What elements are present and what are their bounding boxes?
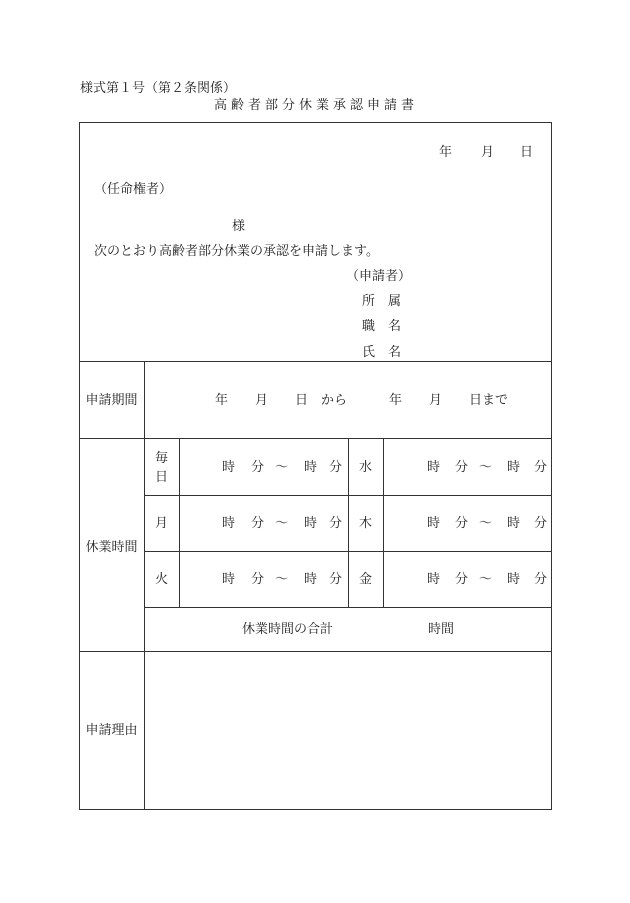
row1-r-hour2: 時 xyxy=(507,460,521,475)
period-from: から xyxy=(321,393,348,408)
day-thu: 木 xyxy=(359,516,373,531)
row3-l-hour2: 時 xyxy=(304,572,318,587)
row1-l-min2: 分 xyxy=(329,460,343,475)
form-title: 高齢者部分休業承認申請書 xyxy=(213,98,418,113)
row2-l-hour2: 時 xyxy=(304,516,318,531)
row3-r-hour2: 時 xyxy=(507,572,521,587)
period-day-1: 日 xyxy=(295,393,309,408)
divider-total xyxy=(79,651,552,652)
day-right-divider-a xyxy=(348,438,349,607)
divider-row3 xyxy=(144,607,552,608)
row3-r-min2: 分 xyxy=(534,572,548,587)
day-every-a: 毎 xyxy=(155,451,169,466)
applicant-label: （申請者） xyxy=(346,269,412,284)
divider-period xyxy=(79,438,552,439)
total-unit: 時間 xyxy=(428,622,455,637)
row1-r-tilde: ～ xyxy=(479,460,493,475)
row3-r-tilde: ～ xyxy=(479,572,493,587)
row2-r-hour2: 時 xyxy=(507,516,521,531)
name-label-b: 名 xyxy=(388,345,402,360)
row1-l-tilde: ～ xyxy=(275,460,289,475)
row2-r-hour: 時 xyxy=(427,516,441,531)
row3-l-min: 分 xyxy=(251,572,265,587)
total-label: 休業時間の合計 xyxy=(242,622,334,637)
date-day: 日 xyxy=(520,145,534,160)
dept-label-b: 属 xyxy=(388,294,402,309)
label-column-divider xyxy=(144,361,145,810)
position-label-b: 名 xyxy=(388,319,402,334)
period-year-2: 年 xyxy=(389,393,403,408)
period-month-2: 月 xyxy=(429,393,443,408)
row2-r-min: 分 xyxy=(455,516,469,531)
period-until: 日まで xyxy=(469,393,509,408)
row1-r-hour: 時 xyxy=(427,460,441,475)
day-tue: 火 xyxy=(155,572,169,587)
row2-r-tilde: ～ xyxy=(479,516,493,531)
day-right-divider-b xyxy=(383,438,384,607)
row3-l-min2: 分 xyxy=(329,572,343,587)
day-left-divider xyxy=(179,438,180,607)
row1-l-hour2: 時 xyxy=(304,460,318,475)
day-wed: 水 xyxy=(359,460,373,475)
row1-l-min: 分 xyxy=(251,460,265,475)
divider-top-section xyxy=(79,361,552,362)
row2-l-min: 分 xyxy=(251,516,265,531)
row2-l-min2: 分 xyxy=(329,516,343,531)
row3-l-hour: 時 xyxy=(222,572,236,587)
row2-r-min2: 分 xyxy=(534,516,548,531)
period-year-1: 年 xyxy=(215,393,229,408)
period-month-1: 月 xyxy=(255,393,269,408)
form-number: 様式第１号（第２条関係） xyxy=(80,81,237,96)
row3-r-hour: 時 xyxy=(427,572,441,587)
row3-l-tilde: ～ xyxy=(275,572,289,587)
statement: 次のとおり高齢者部分休業の承認を申請します。 xyxy=(94,244,379,259)
row1-r-min: 分 xyxy=(455,460,469,475)
day-fri: 金 xyxy=(359,572,373,587)
period-label: 申請期間 xyxy=(85,393,138,408)
row3-r-min: 分 xyxy=(455,572,469,587)
row1-l-hour: 時 xyxy=(222,460,236,475)
name-label-a: 氏 xyxy=(362,345,376,360)
reason-label: 申請理由 xyxy=(85,723,138,738)
authority-label: （任命権者） xyxy=(94,182,173,197)
day-every-b: 日 xyxy=(155,470,169,485)
row2-l-hour: 時 xyxy=(222,516,236,531)
dept-label-a: 所 xyxy=(362,294,376,309)
day-mon: 月 xyxy=(155,516,169,531)
date-year: 年 xyxy=(439,145,453,160)
leave-label: 休業時間 xyxy=(85,540,138,555)
row1-r-min2: 分 xyxy=(534,460,548,475)
row2-l-tilde: ～ xyxy=(275,516,289,531)
position-label-a: 職 xyxy=(362,319,376,334)
date-month: 月 xyxy=(481,145,495,160)
honorific: 様 xyxy=(232,219,246,234)
